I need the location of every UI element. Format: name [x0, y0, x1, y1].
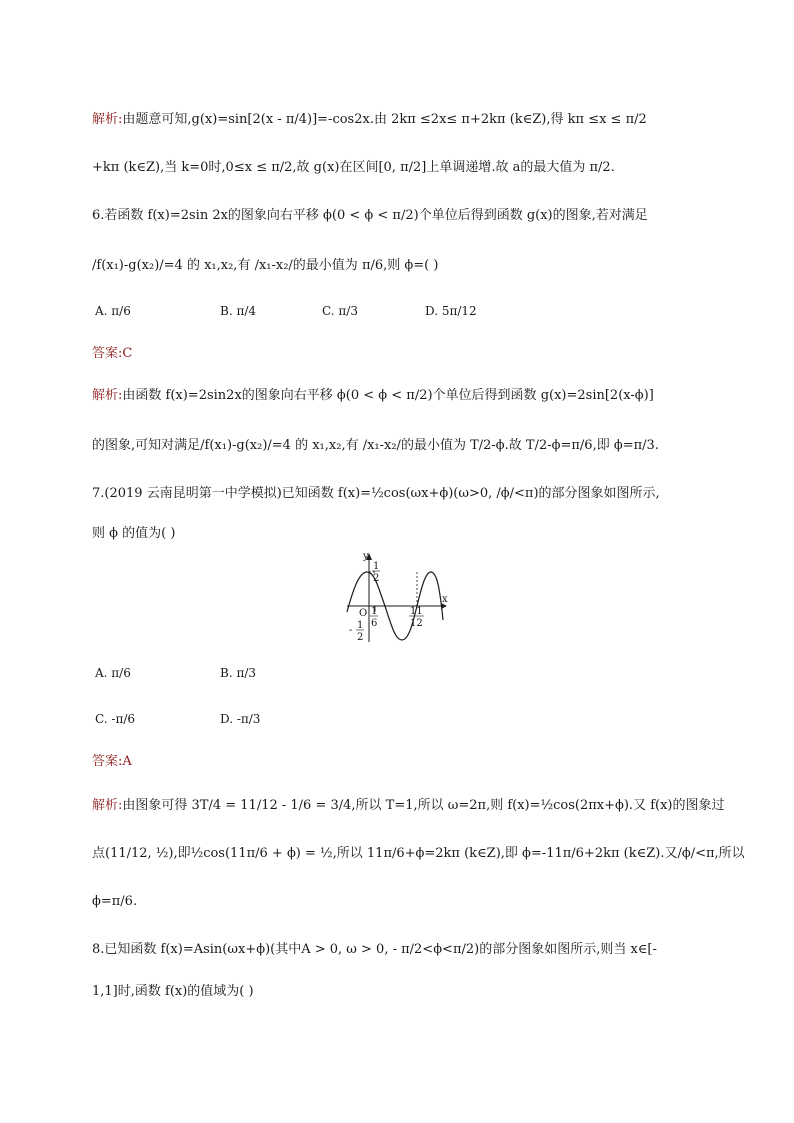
- q7-option-a: A. π/6: [95, 666, 131, 680]
- eleven-twelfths-num: 11: [410, 606, 423, 617]
- neg-half-num: 1: [357, 620, 364, 631]
- q6-analysis-line-1: [92, 386, 654, 406]
- x-axis-label: x: [442, 594, 448, 605]
- q6-answer: 答案:C: [92, 346, 133, 361]
- half-label-num: 1: [373, 561, 380, 572]
- eleven-twelfths-den: 12: [410, 618, 423, 629]
- q5-analysis-text-1: 由题意可知,g(x)=sin[2(x - π/4)]=-cos2x.由 2kπ ≤2x≤ π+2kπ (k∈Z),得 kπ ≤x ≤ π/2: [122, 112, 647, 127]
- q8-stem-line-1: 8.已知函数 f(x)=Asin(ωx+ϕ)(其中A > 0, ω > 0, - π/2<ϕ<π/2)的部分图象如图所示,则当 x∈[-: [92, 942, 657, 957]
- q6-stem-line-1: 6.若函数 f(x)=2sin 2x的图象向右平移 ϕ(0 < ϕ < π/2)个单位后得到函数 g(x)的图象,若对满足: [92, 208, 648, 223]
- q6-option-b: B. π/4: [220, 304, 257, 318]
- origin-label: O: [359, 608, 368, 619]
- q7-analysis-line-3: ϕ=π/6.: [92, 894, 138, 909]
- q8-stem-line-2: 1,1]时,函数 f(x)的值域为( ): [92, 984, 254, 999]
- neg-half-den: 2: [357, 632, 364, 643]
- q7-option-c: C. -π/6: [95, 712, 136, 726]
- q7-analysis-line-1: [92, 796, 725, 816]
- q6-option-c: C. π/3: [322, 304, 358, 318]
- q7-answer: 答案:A: [92, 754, 132, 769]
- q5-analysis-label: 解析:: [92, 112, 123, 127]
- q6-stem-line-2: /f(x₁)-g(x₂)/=4 的 x₁,x₂,有 /x₁-x₂/的最小值为 π/6,则 ϕ=( ): [92, 258, 439, 273]
- sixth-label-den: 6: [371, 618, 378, 629]
- q7-option-b: B. π/3: [220, 666, 257, 680]
- y-axis-label: y: [363, 551, 369, 562]
- q7-stem-line-1: 7.(2019 云南昆明第一中学模拟)已知函数 f(x)=½cos(ωx+ϕ)(ω>0, /ϕ/<π)的部分图象如图所示,: [92, 486, 660, 501]
- half-label-den: 2: [373, 573, 380, 584]
- q7-function-graph: [345, 550, 450, 645]
- q6-analysis-line-2: 的图象,可知对满足/f(x₁)-g(x₂)/=4 的 x₁,x₂,有 /x₁-x₂/的最小值为 T/2-ϕ.故 T/2-ϕ=π/6,即 ϕ=π/3.: [92, 438, 659, 453]
- q6-option-d: D. 5π/12: [425, 304, 477, 318]
- q7-option-d: D. -π/3: [220, 712, 261, 726]
- neg-half-sign: -: [349, 625, 353, 636]
- q7-analysis-label: 解析:: [92, 798, 123, 813]
- q6-option-a: A. π/6: [95, 304, 131, 318]
- q5-analysis-line-1: [92, 110, 647, 130]
- q7-analysis-line-2: 点(11/12, ½),即½cos(11π/6 + ϕ) = ½,所以 11π/6+ϕ=2kπ (k∈Z),即 ϕ=-11π/6+2kπ (k∈Z).又/ϕ/<π,所以: [92, 846, 745, 861]
- q5-analysis-line-2: +kπ (k∈Z),当 k=0时,0≤x ≤ π/2,故 g(x)在区间[0, π/2]上单调递增.故 a的最大值为 π/2.: [92, 160, 615, 175]
- sixth-label-num: 1: [371, 606, 378, 617]
- q6-analysis-label: 解析:: [92, 388, 123, 403]
- q6-analysis-text-1: 由函数 f(x)=2sin2x的图象向右平移 ϕ(0 < ϕ < π/2)个单位后得到函数 g(x)=2sin[2(x-ϕ)]: [122, 388, 654, 403]
- q7-analysis-text-1: 由图象可得 3T/4 = 11/12 - 1/6 = 3/4,所以 T=1,所以 ω=2π,则 f(x)=½cos(2πx+ϕ).又 f(x)的图象过: [122, 798, 725, 813]
- q7-stem-line-2: 则 ϕ 的值为( ): [92, 526, 176, 541]
